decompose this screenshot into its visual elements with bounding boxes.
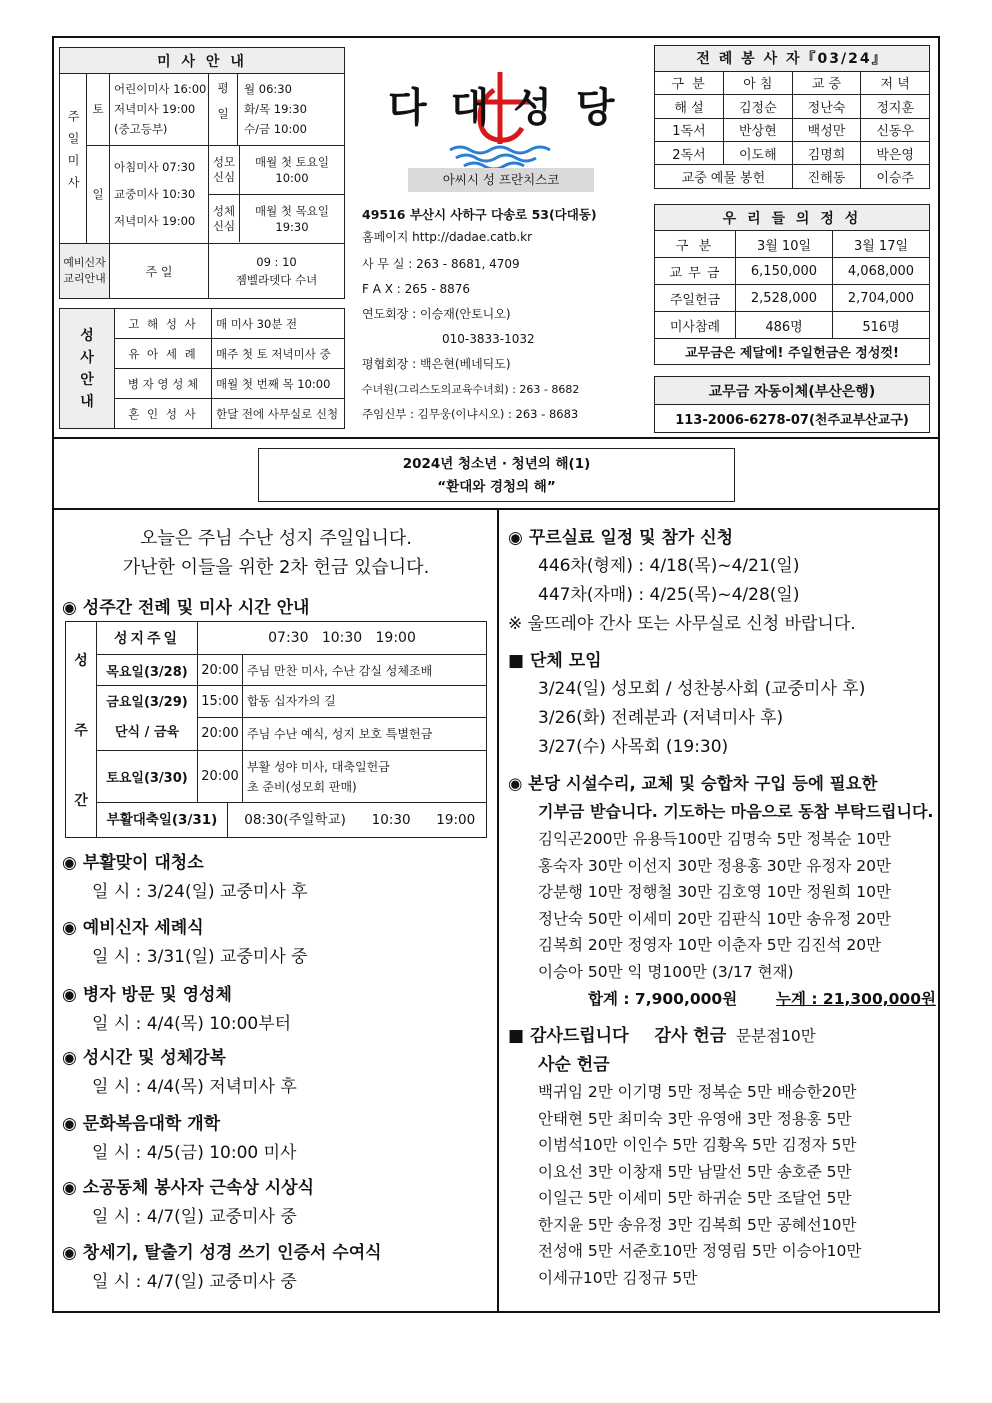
server-role: 1독서 (655, 118, 724, 141)
saturday-label: 토 (87, 74, 110, 145)
intro-line: 가난한 이들을 위한 2차 헌금 있습니다. (122, 557, 430, 578)
lent-line: 안태현 5만 최미숙 3만 유영애 3만 정용홍 5만 (538, 1109, 852, 1128)
donor-line: 홍숙자 30만 이선지 30만 정용홍 30만 유정자 20만 (538, 856, 891, 875)
finance-table (654, 204, 930, 365)
square-bullet-icon: ■ (508, 651, 525, 671)
donation-total: 합계 : 7,900,000원 (588, 990, 738, 1008)
donor-line: 강분행 10만 정행철 30만 김호영 10만 정원희 10만 (538, 883, 891, 901)
thanks-offering: 감사 헌금 (654, 1026, 727, 1046)
yeondo-head: 연도회장 : 이승재(안토니오) (362, 307, 511, 321)
pastor-phone: 주임신부 : 김무웅(이냐시오) : 263 - 8683 (362, 407, 579, 421)
repair-title-2: 기부금 받습니다. 기도하는 마음으로 동참 부탁드립니다. (538, 802, 934, 821)
finance-value: 486명 (736, 312, 833, 339)
donor-line: 김익곤200만 유용득100만 김명숙 5만 정복순 10만 (538, 830, 891, 848)
cursillo-446: 446차(형제) : 4/18(목)~4/21(일) (538, 556, 800, 576)
server-cell: 김정순 (724, 95, 793, 118)
marian-devotion-label: 성모신심 (209, 146, 240, 194)
donor-line: 정난숙 50만 이세미 20만 김판식 10만 송유정 20만 (538, 909, 891, 928)
frame-top (52, 36, 940, 38)
bullet-icon: ◉ (62, 853, 77, 873)
server-role: 해 설 (655, 95, 724, 118)
sacrament-time: 매월 첫 번째 목 10:00 (212, 369, 345, 399)
saturday-vigil-desc: 부활 성야 미사, 대축일헌금 초 준비(성모회 판매) (243, 751, 487, 803)
lent-offering-list (508, 1079, 936, 1291)
notice-detail: 일 시 : 4/5(금) 10:00 미사 (92, 1143, 297, 1163)
sunday-mass-label: 주일미사 (60, 74, 87, 244)
friday-desc: 합동 십자가의 길 주님 수난 예식, 성지 보호 특별헌금 (243, 686, 487, 751)
palm-sunday-label: 성지주일 (97, 622, 198, 655)
donor-line: 이승아 50만 익 명100만 (3/17 현재) (538, 962, 794, 981)
notice-title: 창세기, 탈출기 성경 쓰기 인증서 수여식 (82, 1243, 382, 1263)
server-role: 2독서 (655, 141, 724, 164)
right-notices (508, 524, 936, 1291)
finance-header: 구 분 (655, 231, 736, 258)
notice-title: 소공동체 봉사자 근속상 시상식 (82, 1178, 315, 1198)
friday-times: 15:00 20:00 (198, 686, 243, 751)
holy-week-side-label: 성 주 간 (66, 622, 97, 838)
bullet-icon: ◉ (508, 774, 523, 793)
saturday-vigil-time: 20:00 (198, 751, 243, 803)
notice-detail: 일 시 : 4/4(목) 저녁미사 후 (92, 1077, 297, 1097)
server-cell: 김명희 (792, 141, 861, 164)
finance-value: 2,528,000 (736, 285, 833, 312)
notice-item (62, 1173, 492, 1238)
fax: F A X : 265 - 8876 (362, 282, 471, 296)
notice-title: 문화복음대학 개학 (82, 1114, 221, 1134)
devotions-cell (209, 145, 345, 244)
donor-line: 김복희 20만 정영자 10만 이춘자 5만 김진석 20만 (538, 936, 882, 954)
transfer-account: 113-2006-6278-07(천주교부산교구) (655, 405, 930, 433)
servers-header: 교 중 (792, 71, 861, 94)
header-divider (52, 437, 940, 439)
bullet-icon: ◉ (62, 598, 77, 618)
cursillo-title: 꾸르실료 일정 및 참가 신청 (528, 528, 734, 548)
thursday-desc: 주님 만찬 미사, 수난 감실 성체조배 (243, 655, 487, 686)
cursillo-447: 447차(자매) : 4/25(목)~4/28(일) (538, 585, 800, 605)
lent-line: 이요선 3만 이창재 5만 남말선 5만 송호준 5만 (538, 1162, 852, 1181)
server-cell: 이도해 (724, 141, 793, 164)
easter-row (97, 803, 487, 838)
notice-item (62, 1238, 492, 1298)
column-divider (497, 508, 499, 1312)
palm-sunday-times: 07:30 10:30 19:00 (198, 622, 487, 655)
holy-week-table (65, 621, 487, 838)
sacrament-time: 한달 전에 사무실로 신청 (212, 399, 345, 429)
left-notices (62, 848, 492, 1298)
friday-label: 금요일(3/29) 단식 / 금육 (97, 686, 198, 751)
sacrament-name: 혼 인 성 사 (115, 399, 212, 429)
group-meeting: 3/26(화) 전례분과 (저녁미사 후) (538, 708, 784, 728)
mass-title: 미 사 안 내 (60, 48, 345, 74)
frame-left (52, 36, 54, 1313)
notice-detail: 일 시 : 4/4(목) 10:00부터 (92, 1014, 292, 1034)
intro-text (56, 524, 496, 582)
address: 49516 부산시 사하구 다송로 53(다대동) (362, 207, 597, 222)
notice-item (62, 980, 492, 1043)
cursillo-note: ※ 울뜨레야 간사 또는 사무실로 신청 바랍니다. (508, 614, 856, 634)
notice-item (62, 1109, 492, 1173)
servers-header: 저 녁 (861, 71, 930, 94)
donation-cumulative: 누계 : 21,300,000원 (776, 990, 936, 1008)
holy-week-title: 성주간 전례 및 미사 시간 안내 (82, 598, 310, 618)
server-cell: 정지훈 (861, 95, 930, 118)
server-cell: 반상현 (724, 118, 793, 141)
sacrament-time: 매주 첫 토 저녁미사 중 (212, 339, 345, 369)
donor-list (508, 826, 936, 985)
bullet-icon: ◉ (62, 985, 77, 1005)
sacraments-table (59, 308, 345, 429)
servers-table (654, 45, 930, 189)
thursday-time: 20:00 (198, 655, 243, 686)
servers-title: 전 례 봉 사 자『03/24』 (655, 46, 930, 72)
finance-header: 3월 10일 (736, 231, 833, 258)
easter-times: 08:30(주일학교) 10:30 19:00 (244, 812, 476, 828)
sacraments-label: 성 사 안 내 (60, 309, 115, 429)
notice-detail: 일 시 : 4/7(일) 교중미사 중 (92, 1207, 297, 1227)
catechumen-info: 09 : 10 젬벨라뎃다 수녀 (209, 244, 345, 299)
easter-label: 부활대축일(3/31) (97, 803, 228, 837)
finance-label: 미사참례 (655, 312, 736, 339)
notice-item (62, 913, 492, 980)
year-theme-banner (258, 448, 735, 502)
convent-phone: 수녀원(그리스도의교육수녀회) : 263 - 8682 (362, 383, 580, 396)
finance-value: 4,068,000 (833, 258, 930, 285)
notice-title: 병자 방문 및 영성체 (82, 985, 232, 1005)
mass-table (59, 47, 345, 299)
holy-week-heading (62, 593, 309, 618)
catechumen-label: 예비신자교리안내 (60, 244, 110, 299)
frame-right (938, 36, 940, 1313)
council-head: 평협회장 : 백은현(베네딕도) (362, 357, 511, 371)
lent-line: 전성애 5만 서준호10만 정영림 5만 이승아10만 (538, 1242, 862, 1260)
groups-title: 단체 모임 (529, 651, 602, 671)
group-meeting: 3/27(수) 사목회 (19:30) (538, 737, 729, 757)
notice-detail: 일 시 : 3/31(일) 교중미사 중 (92, 947, 308, 967)
server-cell: 백성만 (792, 118, 861, 141)
weekday-masses: 월 06:30 화/목 19:30 수/금 10:00 (238, 74, 345, 145)
finance-value: 6,150,000 (736, 258, 833, 285)
finance-label: 주일헌금 (655, 285, 736, 312)
finance-value: 2,704,000 (833, 285, 930, 312)
notice-title: 예비신자 세례식 (82, 918, 204, 938)
bullet-icon: ◉ (62, 1243, 77, 1263)
servers-header: 아 침 (724, 71, 793, 94)
lent-line: 백귀임 2만 이기명 5만 정복순 5만 배승한20만 (538, 1083, 857, 1101)
lent-line: 이세규10만 김정규 5만 (538, 1268, 698, 1287)
homepage-link[interactable]: 홈페이지 http://dadae.catb.kr (362, 230, 533, 244)
server-cell: 이승주 (861, 165, 930, 189)
sacrament-name: 유 아 세 례 (115, 339, 212, 369)
saturday-vigil-label: 토요일(3/30) (97, 751, 198, 803)
frame-bottom (52, 1311, 940, 1313)
server-cell: 신동우 (861, 118, 930, 141)
notice-detail: 일 시 : 3/24(일) 교중미사 후 (92, 882, 308, 902)
parish-name: 다대성당 (388, 85, 639, 131)
patron-saint: 아씨시 성 프란치스코 (408, 168, 594, 192)
bullet-icon: ◉ (62, 1114, 77, 1134)
eucharist-devotion-label: 성체신심 (209, 195, 240, 242)
thanks-offering-detail: 문분점10만 (736, 1027, 816, 1045)
saturday-masses: 어린이미사 16:00 저녁미사 19:00 (중고등부) (110, 74, 209, 145)
thursday-label: 목요일(3/28) (97, 655, 198, 686)
finance-title: 우 리 들 의 정 성 (655, 205, 930, 231)
donation-summary (508, 985, 936, 1013)
banner-divider (52, 508, 940, 510)
finance-note: 교무금은 제달에! 주일헌금은 정성껏! (655, 339, 930, 365)
year-theme-title: 2024년 청소년 · 청년의 해(1) (402, 456, 591, 472)
lent-line: 이일근 5만 이세미 5만 하귀순 5만 조달언 5만 (538, 1189, 852, 1207)
lent-line: 한지윤 5만 송유정 3만 김복희 5만 공혜선10만 (538, 1215, 857, 1234)
notice-title: 부활맞이 대청소 (82, 853, 204, 873)
bullet-icon: ◉ (62, 918, 77, 938)
finance-header: 3월 17일 (833, 231, 930, 258)
bullet-icon: ◉ (508, 528, 523, 548)
year-theme-motto: “환대와 경청의 해” (437, 479, 556, 495)
sacrament-time: 매 미사 30분 전 (212, 309, 345, 339)
server-cell: 정난숙 (792, 95, 861, 118)
server-role: 교중 예물 봉헌 (655, 165, 793, 189)
thanks-title: 감사드립니다 (529, 1026, 629, 1046)
finance-label: 교 무 금 (655, 258, 736, 285)
parish-info (362, 204, 647, 427)
sacrament-name: 고 해 성 사 (115, 309, 212, 339)
server-cell: 진해동 (792, 165, 861, 189)
sunday-label: 일 (87, 145, 110, 244)
bullet-icon: ◉ (62, 1048, 77, 1068)
square-bullet-icon: ■ (508, 1026, 525, 1046)
notice-detail: 일 시 : 4/7(일) 교중미사 중 (92, 1272, 297, 1292)
sacrament-name: 병 자 영 성 체 (115, 369, 212, 399)
catechumen-day: 주 일 (110, 244, 209, 299)
repair-title: 본당 시설수리, 교체 및 승합차 구입 등에 필요한 (528, 774, 878, 793)
weekday-label: 평일 (209, 74, 238, 145)
marian-devotion-time: 매월 첫 토요일 10:00 (255, 155, 329, 186)
yeondo-phone: 010-3833-1032 (442, 332, 535, 346)
intro-line: 오늘은 주님 수난 성지 주일입니다. (139, 528, 413, 549)
eucharist-devotion-time: 매월 첫 목요일 19:30 (255, 203, 329, 234)
bullet-icon: ◉ (62, 1178, 77, 1198)
sunday-masses: 아침미사 07:30 교중미사 10:30 저녁미사 19:00 (110, 145, 209, 244)
lent-line: 이범석10만 이인수 5만 김황옥 5만 김정자 5만 (538, 1136, 857, 1154)
finance-value: 516명 (833, 312, 930, 339)
notice-title: 성시간 및 성체강복 (82, 1048, 226, 1068)
lent-offering-title: 사순 헌금 (538, 1055, 610, 1075)
office-phone: 사 무 실 : 263 - 8681, 4709 (362, 257, 520, 271)
servers-header: 구 분 (655, 71, 724, 94)
transfer-box (654, 376, 930, 433)
notice-item (62, 1043, 492, 1109)
transfer-title: 교무금 자동이체(부산은행) (655, 377, 930, 405)
server-cell: 박은영 (861, 141, 930, 164)
group-meeting: 3/24(일) 성모회 / 성찬봉사회 (교중미사 후) (538, 679, 866, 699)
notice-item (62, 848, 492, 913)
